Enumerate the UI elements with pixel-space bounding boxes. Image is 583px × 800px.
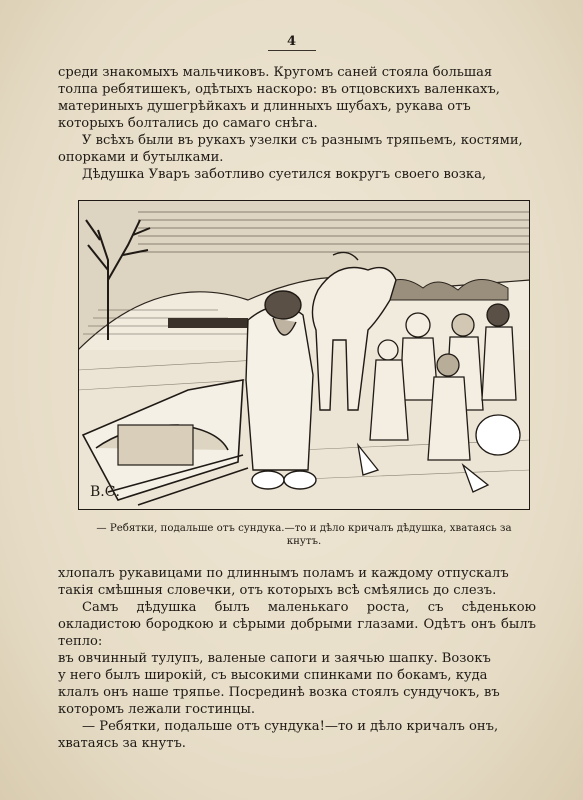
text-line: У всѣхъ были въ рукахъ узелки съ разнымъ тряпьемъ, костями, [82, 133, 523, 148]
distant-huts [378, 279, 508, 300]
text-line: которыхъ болтались до самаго снѣга. [58, 116, 318, 131]
text-line: хватаясь за кнутъ. [58, 736, 186, 751]
text-line: — Ребятки, подальше отъ сундука!—то и дѣло кричалъ онъ, [82, 719, 499, 734]
text-line: хлопалъ рукавицами по длиннымъ поламъ и каждому отпускалъ [58, 566, 509, 581]
page-number-rule [268, 50, 316, 51]
text-line: клалъ онъ наше тряпье. Посрединѣ возка стоялъ сундучокъ, въ [58, 685, 500, 700]
text-line: у него былъ широкій, съ высокими спинками по бокамъ, куда [58, 668, 488, 683]
text-line: Самъ дѣдушка былъ маленькаго роста, съ сѣденькою окладистою бородкою и сѣрыми добрыми глазами. Одѣтъ онъ былъ тепло: [58, 600, 536, 649]
bottom-paragraphs [58, 565, 536, 752]
illustration-caption: — Ребятки, подальше отъ сундука.—то и дѣло кричалъ дѣдушка, хватаясь за кнутъ. [96, 523, 512, 547]
text-line: въ овчинный тулупъ, валеные сапоги и заячью шапку. Возокъ [58, 651, 491, 666]
text-line: опорками и бутылками. [58, 150, 224, 165]
text-line: материныхъ душегрѣйкахъ и длинныхъ шубахъ, рукава отъ [58, 99, 471, 114]
page-number: 4 [286, 34, 297, 49]
text-line: толпа ребятишекъ, одѣтыхъ наскоро: въ отцовскихъ валенкахъ, [58, 82, 500, 97]
text-line: Дѣдушка Уваръ заботливо суетился вокругъ своего возка, [82, 167, 487, 182]
text-line: такія смѣшныя словечки, отъ которыхъ всѣ смѣялись до слезъ. [58, 583, 497, 598]
winter-sled-illustration [78, 200, 530, 510]
text-line: которомъ лежали гостинцы. [58, 702, 256, 717]
distant-fence [168, 318, 248, 328]
text-line: среди знакомыхъ мальчиковъ. Кругомъ саней стояла большая [58, 65, 493, 80]
chest [118, 425, 193, 465]
artist-signature: В.С. [90, 484, 120, 500]
top-paragraphs [58, 64, 536, 183]
